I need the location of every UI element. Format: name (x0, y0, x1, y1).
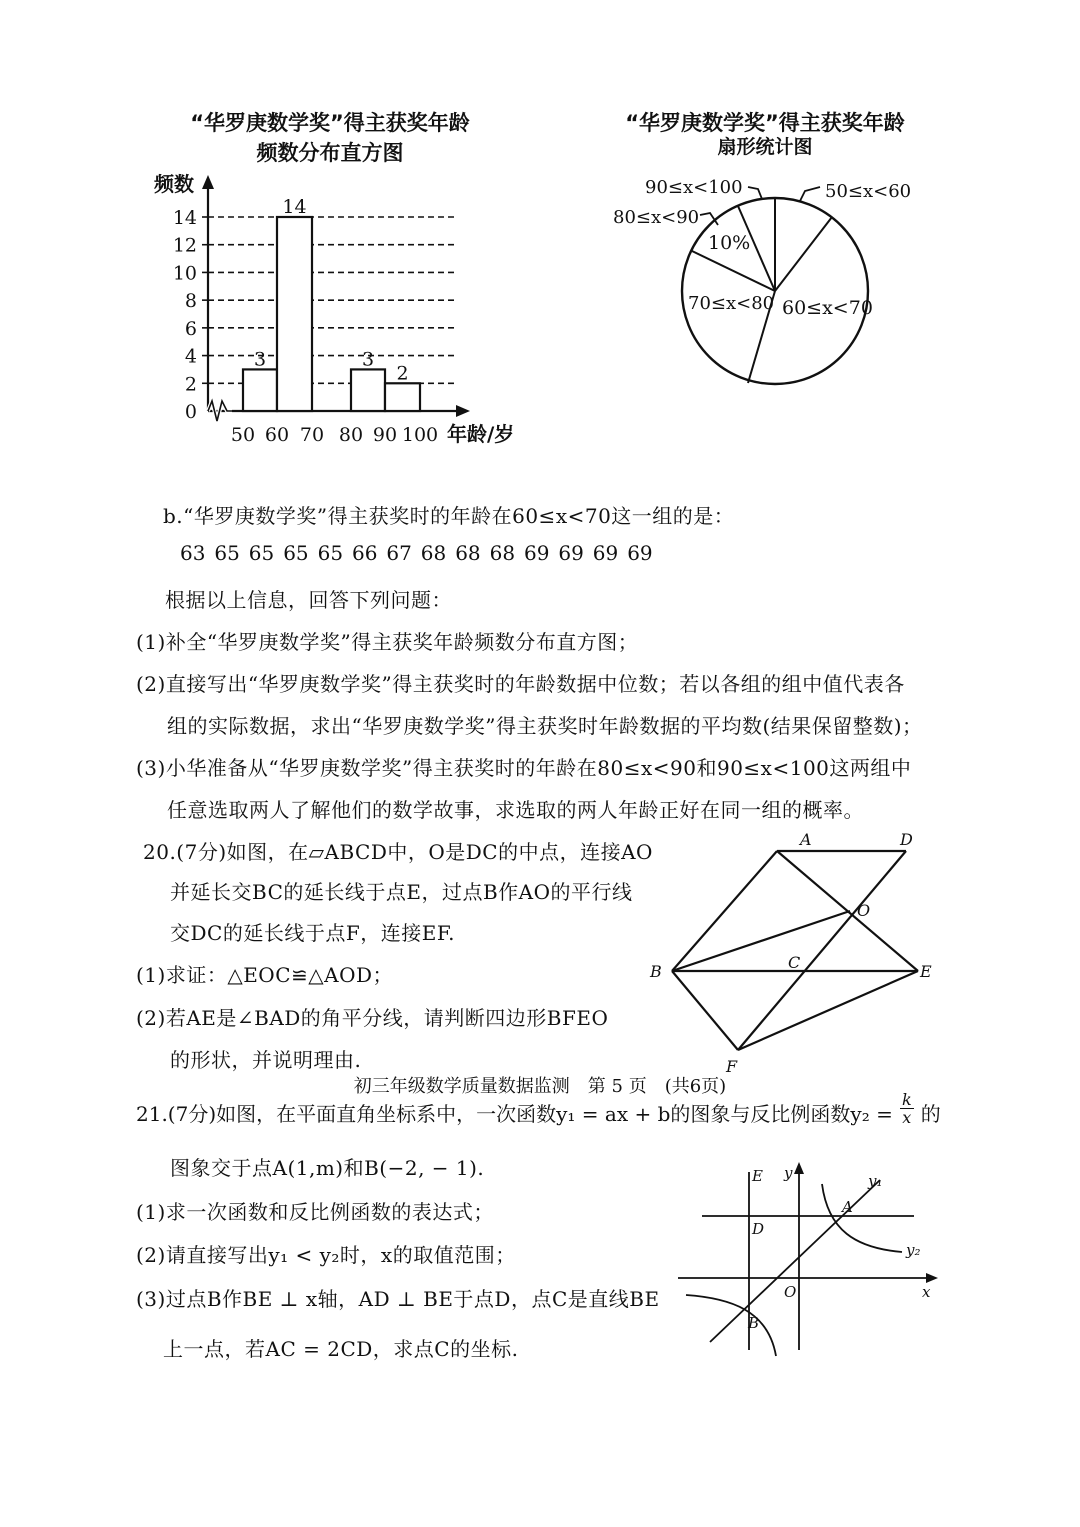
y-tick-label: 0 (184, 401, 197, 423)
question-3-line1: (3)小华准备从“华罗庚数学奖”得主获奖时的年龄在80≤x<90和90≤x<100这两组中 (136, 756, 912, 780)
fig20-label-D: D (900, 830, 913, 849)
histogram-x-tick-labels (231, 424, 438, 446)
age-value: 66 (352, 541, 378, 565)
problem-20-q2-line2: 的形状，并说明理由. (170, 1048, 362, 1072)
x-tick-label: 70 (299, 424, 325, 446)
age-value: 69 (558, 541, 584, 565)
fig21-label-y: y (784, 1164, 793, 1182)
pie-label-90-100: 90≤x<100 (645, 177, 743, 198)
bar-value-label: 2 (396, 362, 409, 385)
question-2-line2: 组的实际数据，求出“华罗庚数学奖”得主获奖时年龄数据的平均数(结果保留整数)； (167, 714, 923, 738)
age-value: 65 (283, 541, 309, 565)
y-tick-label: 6 (184, 317, 197, 340)
histogram-bar (385, 383, 420, 411)
fig20-label-E: E (920, 962, 932, 981)
bar-value-label: 14 (282, 196, 307, 218)
age-value: 65 (214, 541, 240, 565)
bar-value-label: 3 (253, 348, 267, 371)
fig20-label-F: F (726, 1057, 738, 1076)
problem-21-q1: (1)求一次函数和反比例函数的表达式； (136, 1200, 494, 1224)
pie-title-line1: “华罗庚数学奖”得主获奖年龄 (625, 111, 905, 135)
page-footer: 初三年级数学质量数据监测 第 5 页 (共6页) (353, 1076, 727, 1097)
problem-21-suffix: 的 (920, 1102, 941, 1126)
age-value: 68 (455, 541, 481, 565)
histogram-bar (351, 369, 385, 411)
problem-21-line2: 图象交于点A(1,m)和B(−2, − 1). (170, 1156, 485, 1180)
age-value: 69 (592, 541, 619, 565)
age-value: 63 (180, 541, 206, 565)
question-2-line1: (2)直接写出“华罗庚数学奖”得主获奖时的年龄数据中位数；若以各组的组中值代表各 (136, 672, 905, 696)
x-tick-label: 60 (264, 424, 290, 446)
figure-21-coordinate-plane (670, 1160, 960, 1360)
problem-21-q2: (2)请直接写出y₁ < y₂时，x的取值范围； (136, 1243, 516, 1267)
problem-20-q1: (1)求证：△EOC≌△AOD； (136, 963, 394, 987)
pie-label-80-90: 80≤x<90 (613, 207, 700, 228)
problem-20-line2: 并延长交BC的延长线于点E，过点B作AO的平行线 (170, 880, 633, 904)
fig21-label-x: x (922, 1283, 931, 1301)
y-tick-label: 4 (184, 345, 197, 368)
pie-label-percent: 10% (708, 232, 751, 254)
fig21-label-y2: y₂ (906, 1241, 921, 1259)
pie-chart (600, 165, 920, 395)
fig21-label-D: D (752, 1220, 765, 1238)
y-tick-label: 8 (184, 290, 197, 313)
figure-20-parallelogram (640, 825, 940, 1080)
pie-label-70-80: 70≤x<80 (688, 293, 775, 314)
x-tick-label: 80 (338, 424, 364, 446)
histogram-gridlines (202, 217, 458, 383)
histogram-bar (277, 217, 312, 411)
problem-21-text: 21.(7分)如图，在平面直角坐标系中，一次函数y₁ = ax + b的图象与反比例函数y₂ = (136, 1102, 893, 1126)
age-value: 69 (627, 541, 653, 565)
fig20-label-B: B (650, 962, 662, 981)
age-value: 68 (420, 541, 447, 565)
histogram-title-line2: 频数分布直方图 (256, 141, 404, 165)
fig21-label-y1: y₁ (868, 1172, 883, 1190)
y-tick-label: 12 (172, 234, 197, 257)
pie-label-60-70: 60≤x<70 (782, 297, 873, 319)
x-tick-label: 100 (401, 424, 439, 446)
question-3-line2: 任意选取两人了解他们的数学故事，求选取的两人年龄正好在同一组的概率。 (167, 798, 864, 822)
problem-21-q3-line1: (3)过点B作BE ⊥ x轴，AD ⊥ BE于点D，点C是直线BE (136, 1287, 660, 1311)
fig20-label-A: A (800, 830, 812, 849)
problem-20-line3: 交DC的延长线于点F，连接EF. (170, 921, 455, 945)
b-line: b.“华罗庚数学奖”得主获奖时的年龄在60≤x<70这一组的是： (163, 504, 735, 528)
y-tick-label: 14 (172, 207, 197, 229)
histogram-chart (140, 165, 540, 455)
pie-slice-border-4 (692, 251, 775, 291)
histogram-bar (243, 369, 277, 411)
problem-21-q3-line2: 上一点，若AC = 2CD，求点C的坐标. (163, 1337, 519, 1361)
questions-intro: 根据以上信息，回答下列问题： (165, 588, 452, 612)
pie-label-50-60: 50≤x<60 (825, 181, 912, 202)
fig21-label-O: O (784, 1283, 797, 1301)
fig21-label-A: A (842, 1198, 853, 1216)
histogram-title-line1: “华罗庚数学奖”得主获奖年龄 (190, 111, 470, 135)
fig21-label-B: B (748, 1314, 760, 1332)
fig20-label-O: O (857, 901, 871, 920)
age-value: 65 (317, 541, 344, 565)
y-tick-label: 2 (184, 373, 197, 396)
fraction-denominator: x (902, 1108, 912, 1127)
age-value: 69 (524, 541, 550, 565)
x-tick-label: 50 (230, 424, 256, 446)
y-tick-label: 10 (172, 262, 197, 285)
x-tick-label: 90 (372, 424, 398, 446)
histogram-x-axis-label: 年龄/岁 (447, 422, 515, 446)
age-value: 68 (489, 541, 516, 565)
fraction-numerator: k (901, 1090, 912, 1109)
age-value: 65 (248, 541, 275, 565)
histogram-y-axis-label: 频数 (154, 172, 194, 196)
age-value: 67 (386, 541, 412, 565)
question-1: (1)补全“华罗庚数学奖”得主获奖年龄频数分布直方图； (136, 630, 639, 654)
bar-value-label: 3 (361, 348, 375, 371)
histogram-bars (243, 196, 420, 411)
problem-20-line1: 20.(7分)如图，在▱ABCD中，O是DC的中点，连接AO (143, 840, 653, 864)
fig20-label-C: C (788, 953, 801, 972)
pie-slice-border-2 (775, 217, 832, 291)
problem-20-q2-line1: (2)若AE是∠BAD的角平分线，请判断四边形BFEO (136, 1006, 609, 1030)
fig21-label-E: E (752, 1167, 763, 1185)
pie-title-line2: 扇形统计图 (717, 136, 813, 158)
histogram-y-tick-labels (173, 207, 197, 423)
